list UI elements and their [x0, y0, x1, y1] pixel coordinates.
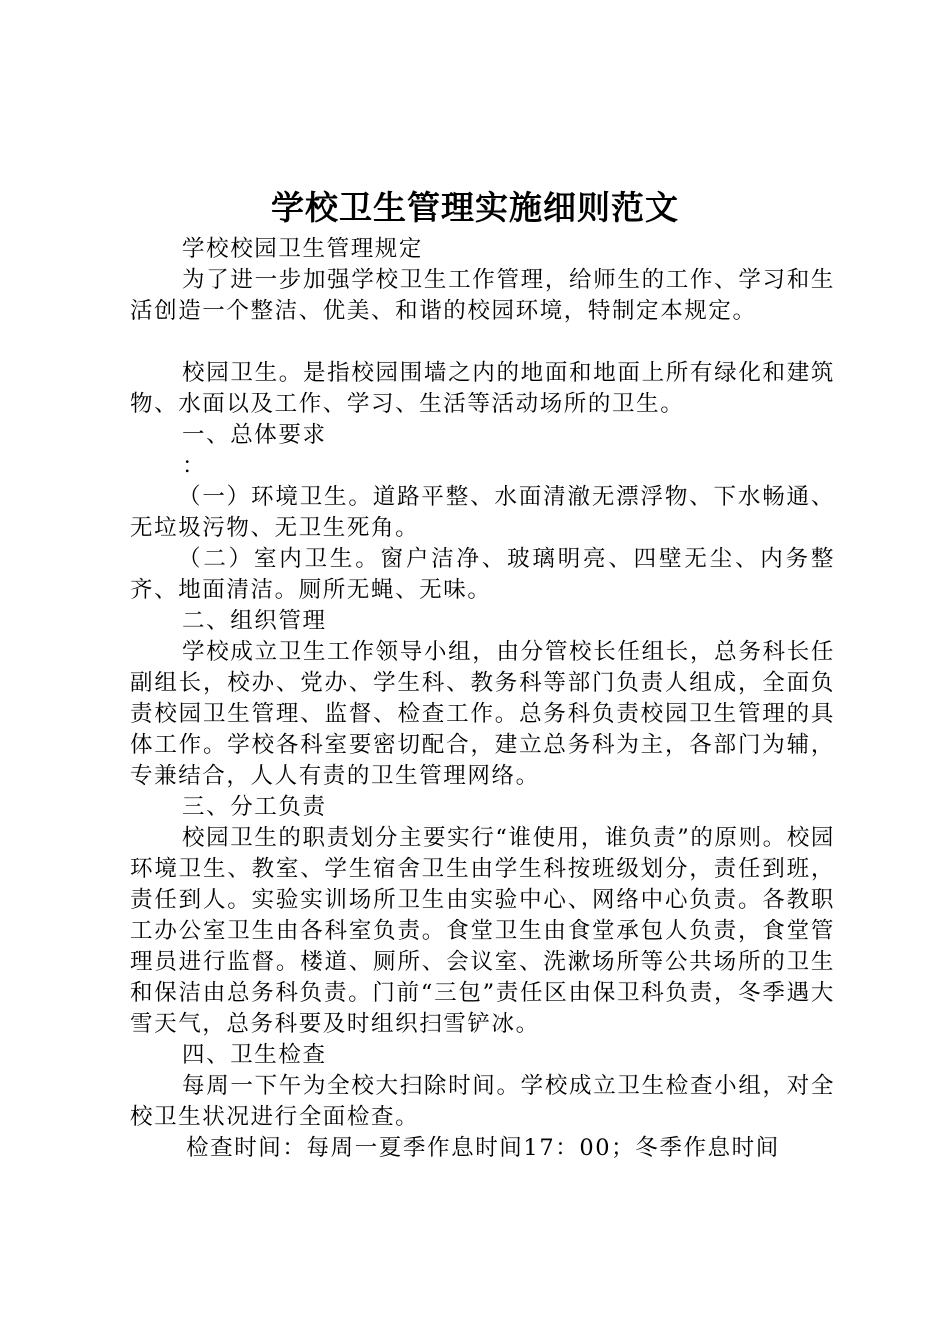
- subtitle-paragraph: 学校校园卫生管理规定: [182, 236, 424, 262]
- section-heading-3: 三、分工负责: [182, 794, 327, 820]
- document-title: 学校卫生管理实施细则范文: [271, 188, 679, 227]
- definition-paragraph: 校园卫生。是指校园围墙之内的地面和地面上所有绿化和建筑物、水面以及工作、学习、生活等活动场所的卫生。: [130, 360, 835, 417]
- section-heading-4: 四、卫生检查: [182, 1042, 327, 1068]
- section-heading-1: 一、总体要求: [182, 422, 327, 448]
- document-body: [130, 234, 835, 1164]
- inspection-paragraph: 每周一下午为全校大扫除时间。学校成立卫生检查小组，对全校卫生状况进行全面检查。: [130, 1073, 835, 1130]
- intro-paragraph: 为了进一步加强学校卫生工作管理，给师生的工作、学习和生活创造一个整洁、优美、和谐的校园环境，特制定本规定。: [130, 267, 835, 324]
- section-heading-2: 二、组织管理: [182, 608, 327, 634]
- requirement-item-1: （一）环境卫生。道路平整、水面清澈无漂浮物、下水畅通、无垃圾污物、无卫生死角。: [130, 484, 835, 541]
- responsibility-paragraph: 校园卫生的职责划分主要实行“谁使用，谁负责”的原则。校园环境卫生、教室、学生宿舍卫生由学生科按班级划分，责任到班，责任到人。实验实训场所卫生由实验中心、网络中心负责。各教职工办公室卫生由各科室负责。食堂卫生由食堂承包人负责，食堂管理员进行监督。楼道、厕所、会议室、洗漱场所等公共场所的卫生和保洁由总务科负责。门前“三包”责任区由保卫科负责，冬季遇大雪天气，总务科要及时组织扫雪铲冰。: [130, 825, 835, 1037]
- paragraph-spacer: [130, 327, 835, 358]
- requirement-item-2: （二）室内卫生。窗户洁净、玻璃明亮、四壁无尘、内务整齐、地面清洁。厕所无蝇、无味。: [130, 546, 835, 603]
- organization-paragraph: 学校成立卫生工作领导小组，由分管校长任组长，总务科长任副组长，校办、党办、学生科、教务科等部门负责人组成，全面负责校园卫生管理、监督、检查工作。总务科负责校园卫生管理的具体工作。学校各科室要密切配合，建立总务科为主，各部门为辅，专兼结合，人人有责的卫生管理网络。: [130, 639, 835, 789]
- colon-line: ：: [182, 453, 207, 479]
- inspection-time-paragraph: 检查时间：每周一夏季作息时间17：00；冬季作息时间: [186, 1135, 780, 1161]
